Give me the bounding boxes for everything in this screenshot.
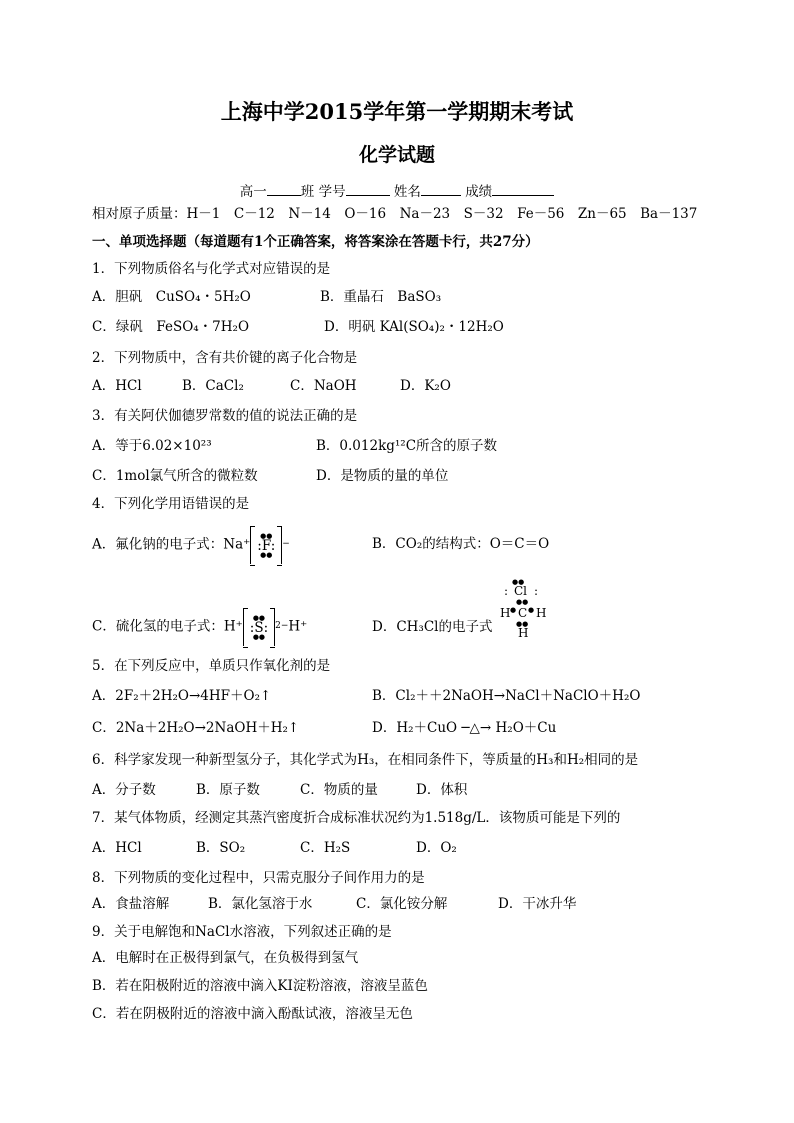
q5-option-b: B．Cl₂＋＋2NaOH→NaCl＋NaClO＋H₂O [372,688,641,704]
score-label: 成绩 [465,184,493,200]
q1-option-a: A．胆矾 CuSO₄・5H₂O [92,289,251,305]
q8-stem: 8．下列物质的变化过程中，只需克服分子间作用力的是 [92,870,425,886]
sulfur-symbol: S [254,619,264,636]
q7-stem: 7．某气体物质，经测定其蒸汽密度折合成标准状况约为1.518g/L．该物质可能是下列的 [92,810,621,826]
q3-option-c: C．1mol氯气所含的微粒数 [92,468,258,484]
id-label: 学号 [318,184,346,200]
q6-option-d: D．体积 [416,782,468,798]
h-right: H [536,606,547,620]
q4-option-a: A．氟化钠的电子式：Na⁺ ●● :F: ●● − [92,526,290,566]
h-left: H [500,606,511,620]
name-blank[interactable] [421,181,461,196]
q9-option-a: A．电解时在正极得到氯气，在负极得到氢气 [92,950,359,966]
q8-option-d: D．干冰升华 [498,896,577,912]
q2-option-b: B．CaCl₂ [182,378,244,394]
q4-option-b: B．CO₂的结构式：O＝C＝O [372,536,550,552]
na-ion: Na⁺ [223,536,251,553]
q3-option-a: A．等于6.02×10²³ [92,438,212,454]
q3-stem: 3．有关阿伏伽德罗常数的值的说法正确的是 [92,408,358,424]
h-ion-left: H⁺ [223,618,243,635]
fluorine-symbol: F [261,537,271,554]
id-blank[interactable] [346,181,390,196]
q7-option-b: B．SO₂ [196,840,246,856]
q2-option-a: A．HCl [92,378,142,394]
q8-option-c: C．氯化铵分解 [356,896,448,912]
q9-stem: 9．关于电解饱和NaCl水溶液，下列叙述正确的是 [92,924,392,940]
exam-title: 上海中学2015学年第一学期期末考试 [220,99,574,124]
q2-option-c: C．NaOH [290,378,357,394]
h-bottom: H [518,626,529,640]
q4-option-d-label: D．CH₃Cl的电子式 [372,619,493,635]
q1-option-d: D．明矾 KAl(SO₄)₂・12H₂O [324,319,504,335]
q8-option-b: B．氯化氢溶于水 [208,896,313,912]
class-label: 班 [300,184,315,200]
fluoride-bracket: ●● :F: ●● [250,526,282,564]
q3-option-b: B．0.012kg¹²C所含的原子数 [316,438,498,454]
carbon-symbol: C [518,606,528,620]
q4-option-c-label: C．硫化氢的电子式： [92,618,224,635]
sulfide-bracket: ●● :S: ●● [243,608,275,646]
q7-option-c: C．H₂S [300,840,351,856]
q2-stem: 2．下列物质中，含有共价键的离子化合物是 [92,350,358,366]
q8-option-a: A．食盐溶解 [92,896,170,912]
ch3cl-electron-structure: ●● : Cl : ●● H ● C ● H ●● H [500,578,547,640]
student-info-line [0,180,794,200]
chlorine-symbol: Cl [514,584,528,598]
class-blank[interactable] [267,181,301,196]
atomic-mass-line: 相对原子质量：H－1 C－12 N－14 O－16 Na－23 S－32 Fe－56 Zn－65 Ba－137 [92,206,698,222]
q1-stem: 1．下列物质俗名与化学式对应错误的是 [92,261,331,277]
q7-option-a: A．HCl [92,840,142,856]
q1-option-b: B．重晶石 BaSO₃ [320,289,442,305]
q3-option-d: D．是物质的量的单位 [316,468,449,484]
q5-option-c: C．2Na＋2H₂O→2NaOH＋H₂↑ [92,720,300,736]
q4-option-c: C．硫化氢的电子式：H⁺ ●● :S: ●● $^{2-}$H⁺ [92,608,307,648]
q9-option-b: B．若在阳极附近的溶液中滴入KI淀粉溶液，溶液呈蓝色 [92,978,428,994]
q6-stem: 6．科学家发现一种新型氢分子，其化学式为H₃，在相同条件下，等质量的H₃和H₂相同的是 [92,752,639,768]
grade-label: 高一 [239,184,267,200]
q5-option-d: D．H₂＋CuO ─△→ H₂O＋Cu [372,720,557,736]
q6-option-b: B．原子数 [196,782,260,798]
exam-subtitle: 化学试题 [358,144,435,166]
q5-stem: 5．在下列反应中，单质只作氧化剂的是 [92,658,331,674]
score-blank[interactable] [492,181,554,196]
q4-option-a-label: A．氟化钠的电子式： [92,536,224,553]
q4-stem: 4．下列化学用语错误的是 [92,496,250,512]
q6-option-a: A．分子数 [92,782,156,798]
h-ion-right: H⁺ [288,618,308,635]
q2-option-d: D．K₂O [400,378,451,394]
name-label: 姓名 [393,184,421,200]
q6-option-c: C．物质的量 [300,782,378,798]
q7-option-d: D．O₂ [416,840,457,856]
q1-option-c: C．绿矾 FeSO₄・7H₂O [92,319,250,335]
q5-option-a: A．2F₂＋2H₂O→4HF＋O₂↑ [92,688,272,704]
section-heading: 一、单项选择题（每道题有1个正确答案，将答案涂在答题卡行，共27分） [92,234,539,250]
q9-option-c: C．若在阴极附近的溶液中滴入酚酞试液，溶液呈无色 [92,1006,413,1022]
